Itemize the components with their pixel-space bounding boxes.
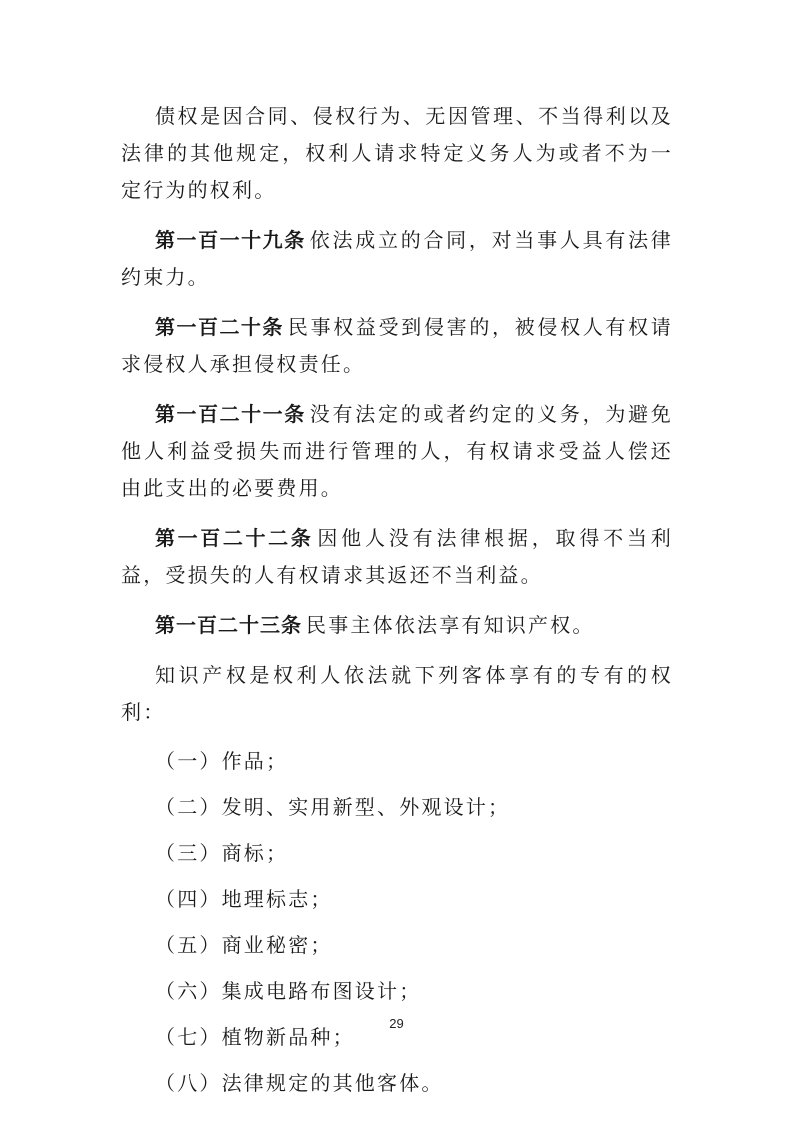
article-number: 第一百二十三条 xyxy=(155,613,302,637)
article-text: 依法成立的合同，对当事人具有法律约束力。 xyxy=(121,228,674,289)
list-item: （六）集成电路布图设计； xyxy=(155,979,422,1003)
ip-object-list xyxy=(121,744,673,1101)
list-item: （二）发明、实用新型、外观设计； xyxy=(155,795,511,819)
paragraph-debt-definition xyxy=(121,98,673,209)
article-number: 第一百二十一条 xyxy=(155,402,306,426)
list-item: （四）地理标志； xyxy=(155,887,333,911)
article-text: 民事主体依法享有知识产权。 xyxy=(306,613,595,637)
article-119 xyxy=(121,222,673,296)
article-text: 民事权益受到侵害的，被侵权人有权请求侵权人承担侵权责任。 xyxy=(121,315,673,376)
article-number: 第一百一十九条 xyxy=(155,228,306,252)
list-item: （七）植物新品种； xyxy=(155,1025,355,1049)
list-item: （三）商标； xyxy=(155,841,289,865)
list-item: （一）作品； xyxy=(155,749,289,773)
list-item: （五）商业秘密； xyxy=(155,933,333,957)
page-number: 29 xyxy=(389,1016,404,1031)
paragraph-ip-definition xyxy=(121,657,673,731)
article-text: 因他人没有法律根据，取得不当利益，受损失的人有权请求其返还不当利益。 xyxy=(121,526,674,587)
list-item: （八）法律规定的其他客体。 xyxy=(155,1071,444,1095)
paragraph-text: 债权是因合同、侵权行为、无因管理、不当得利以及法律的其他规定，权利人请求特定义务人为或者不为一定行为的权利。 xyxy=(121,104,673,202)
article-122 xyxy=(121,520,673,594)
article-number: 第一百二十二条 xyxy=(155,526,314,550)
paragraph-text: 知识产权是权利人依法就下列客体享有的专有的权利： xyxy=(121,663,673,724)
article-text: 没有法定的或者约定的义务，为避免他人利益受损失而进行管理的人，有权请求受益人偿还由此支出的必要费用。 xyxy=(121,402,674,500)
article-120 xyxy=(121,309,673,383)
article-123 xyxy=(121,607,673,644)
document-body xyxy=(121,98,673,1112)
article-number: 第一百二十条 xyxy=(155,315,284,339)
article-121 xyxy=(121,396,673,507)
